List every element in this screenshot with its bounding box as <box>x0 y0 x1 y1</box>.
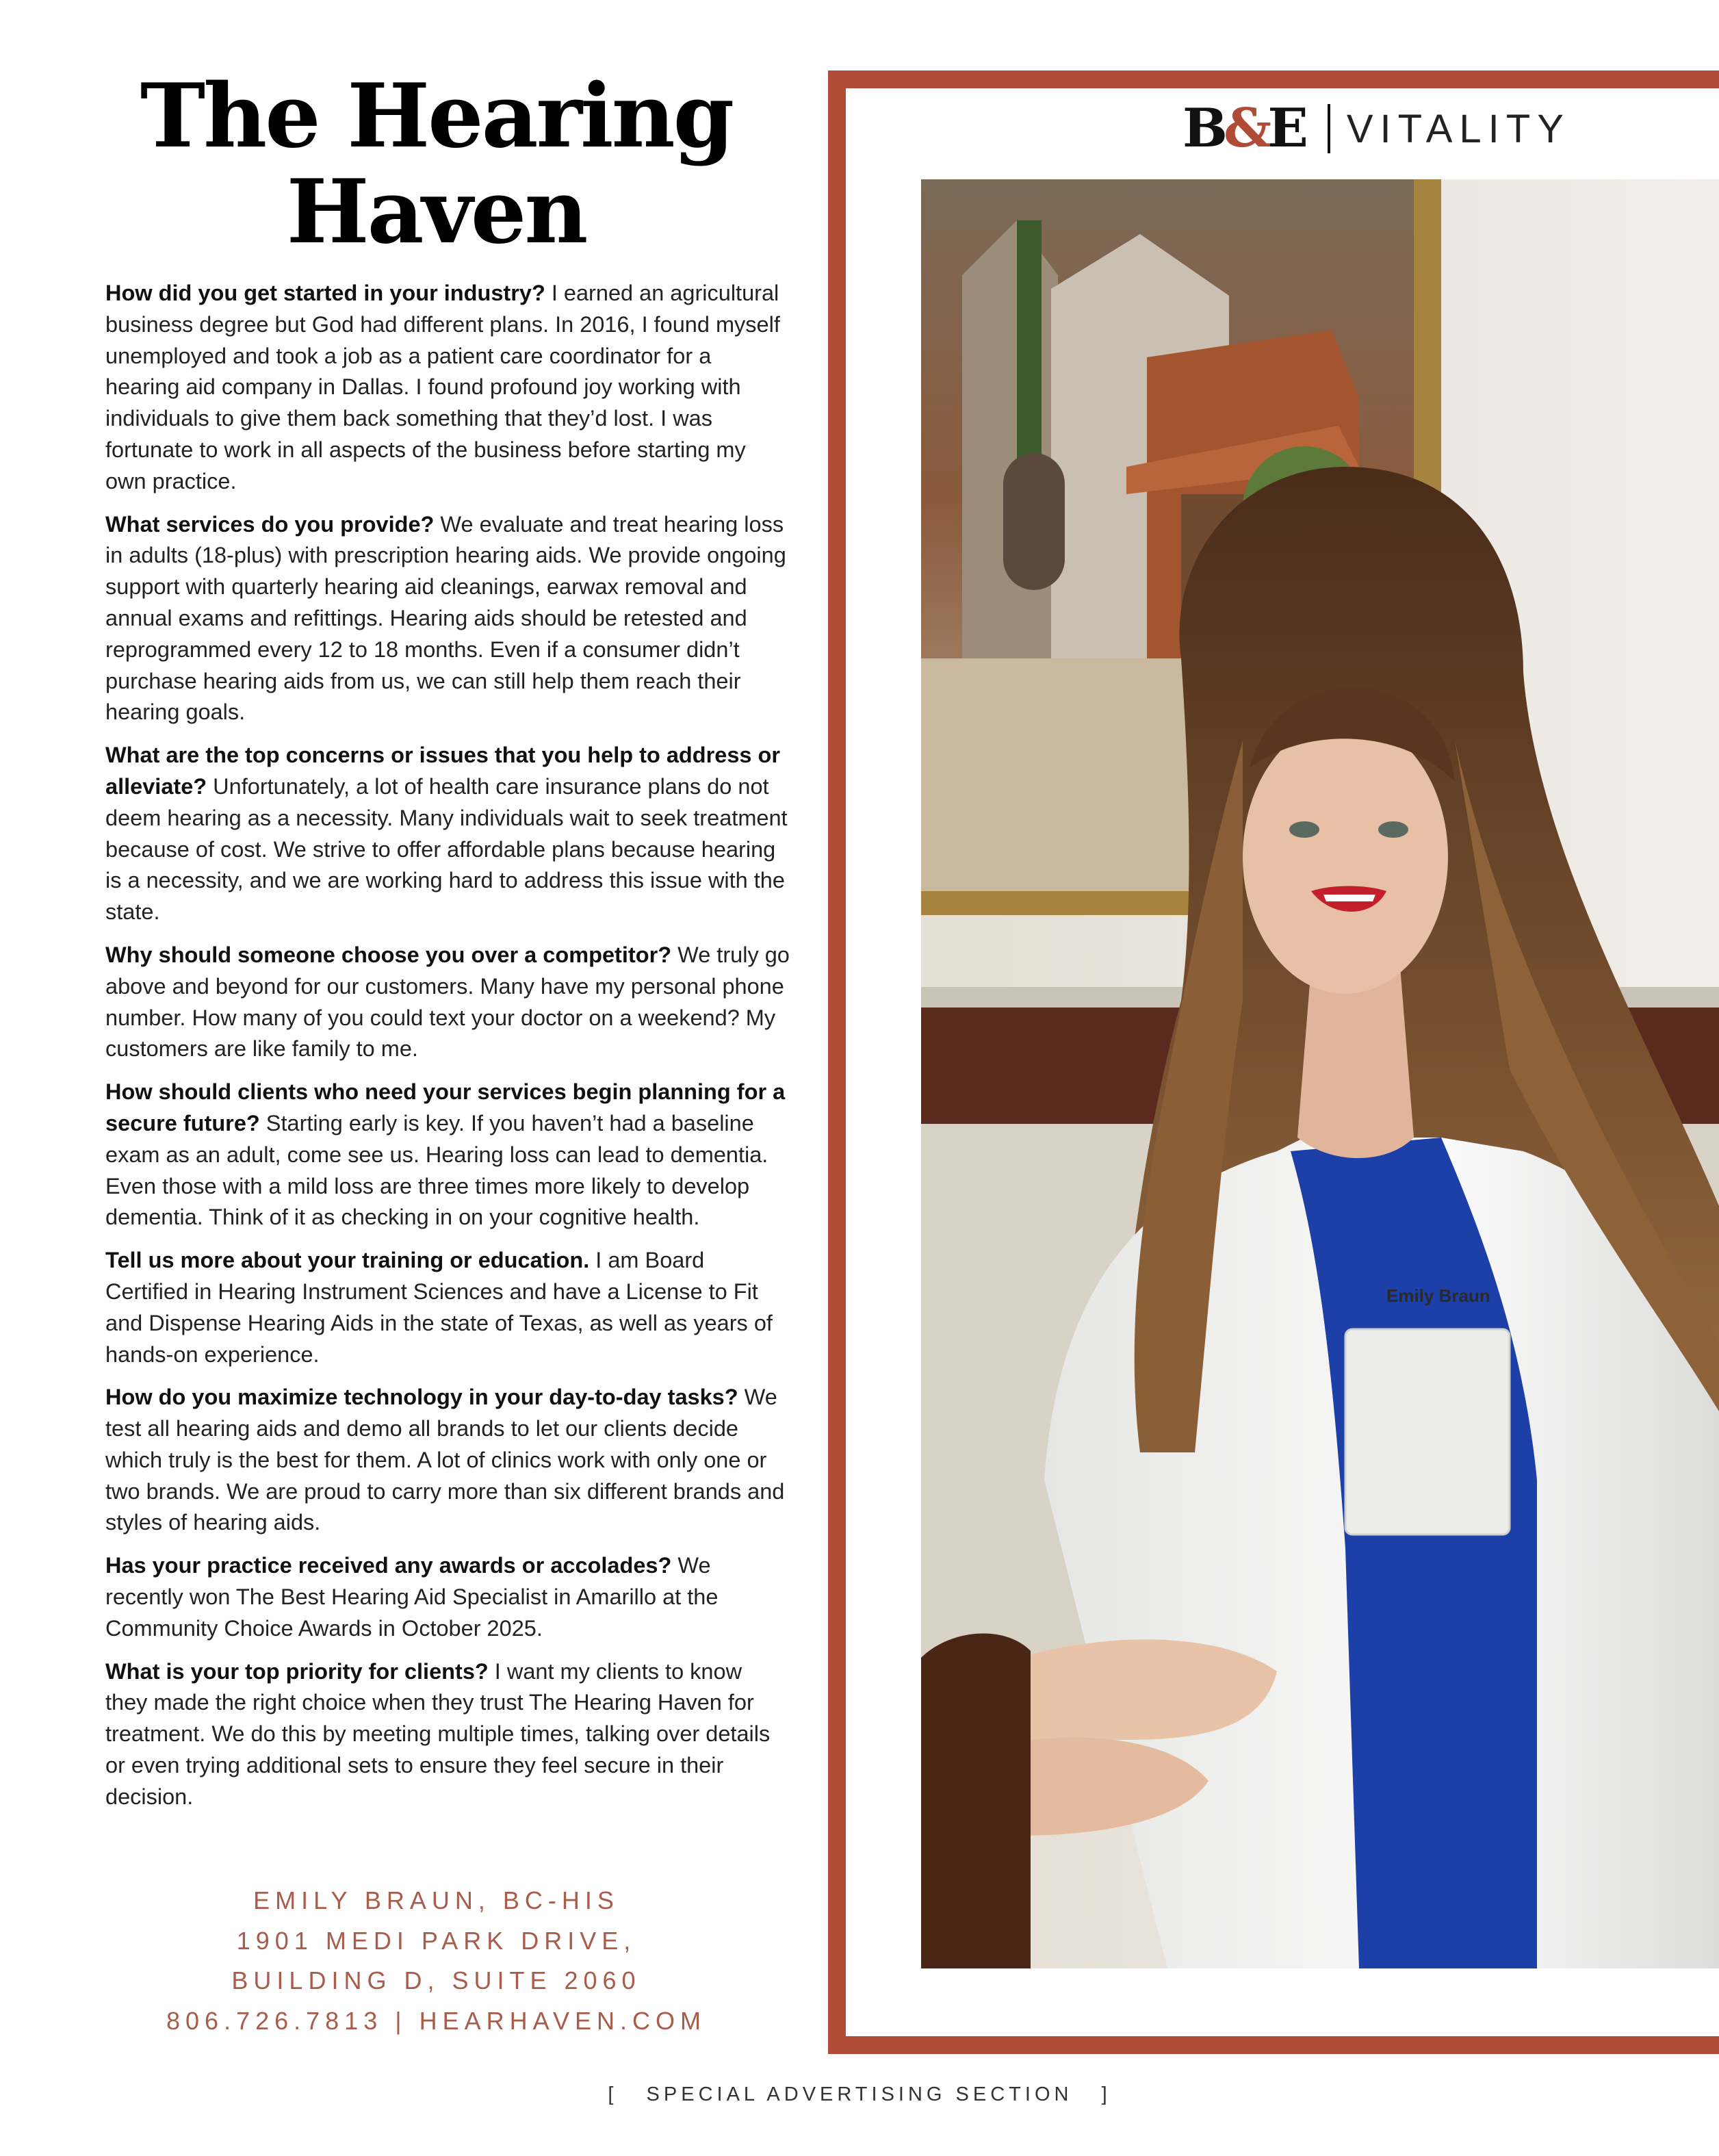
qa-answer: Unfortunately, a lot of health care insurance plans do not deem hearing as a necessity. Many individuals wait to seek treatment because of cost. We strive to offer affordable plans because hearing is a necessity, and we are working hard to address this issue with the state. <box>105 773 788 925</box>
qa-answer: I earned an agricultural business degree but God had different plans. In 2016, I found myself unemployed and took a job as a patient care coordinator for a hearing aid company in Dallas. I found profound joy working with individuals to give them back something that they’d lost. I was fortunate to work in all aspects of the business before starting my own practice. <box>105 281 780 493</box>
qa-answer: We evaluate and treat hearing loss in adults (18-plus) with prescription hearing aids. We provide ongoing support with quarterly hearing aid cleanings, earwax removal and annual exams and refittings. Hearing aids should be retested and reprogrammed every 12 to 18 months. Even if a consumer didn’t purchase hearing aids from us, we can still help them reach their hearing goals. <box>105 511 786 725</box>
qa-item <box>105 1656 790 1813</box>
qa-question: How do you maximize technology in your day-to-day tasks? <box>105 1385 738 1410</box>
qa-item <box>105 940 790 1065</box>
qa-answer: We truly go above and beyond for our customers. Many have my personal phone number. How many of you could text your doctor on a weekend? My customers are like family to me. <box>105 942 790 1062</box>
qa-answer: Starting early is key. If you haven’t had a baseline exam as an adult, come see us. Hearing loss can lead to dementia. Even those with a mild loss are three times more likely to develop dementia. Think of it as checking in on your cognitive health. <box>105 1110 768 1230</box>
contact-address-line-2: BUILDING D, SUITE 2060 <box>231 1966 641 1994</box>
qa-answer: We recently won The Best Hearing Aid Specialist in Amarillo at the Community Choice Awards in October 2025. <box>105 1553 719 1641</box>
qa-answer: We test all hearing aids and demo all brands to let our clients decide which truly is the best for them. A lot of clinics work with only one or two brands. We are proud to carry more than six different brands and styles of hearing aids. <box>105 1385 785 1535</box>
logo-section-name: VITALITY <box>1346 106 1571 151</box>
qa-item <box>105 1245 790 1370</box>
logo-letter-b: B <box>1182 97 1228 159</box>
coat-name-embroidery: Emily Braun <box>1386 1285 1490 1306</box>
qa-question: How should clients who need your services begin planning for a secure future? <box>105 1079 786 1135</box>
qa-item <box>105 740 790 928</box>
qa-answer: I want my clients to know they made the right choice when they trust The Hearing Haven for treatment. We do this by meeting multiple times, talking over details or even trying additional sets to ensure they feel secure in their decision. <box>105 1658 771 1809</box>
qa-item <box>105 278 790 498</box>
article-body <box>105 278 790 1825</box>
logo-divider <box>1328 104 1330 153</box>
qa-question: What are the top concerns or issues that you help to address or alleviate? <box>105 743 781 799</box>
qa-question: Tell us more about your training or education. <box>105 1248 590 1273</box>
qa-answer: I am Board Certified in Hearing Instrument Sciences and have a License to Fit and Dispense Hearing Aids in the state of Texas, as well as years of hands-on experience. <box>105 1248 773 1367</box>
qa-question: Has your practice received any awards or accolades? <box>105 1553 672 1578</box>
contact-name: EMILY BRAUN, BC-HIS <box>253 1886 619 1914</box>
contact-phone-website: 806.726.7813 | HEARHAVEN.COM <box>166 2006 706 2035</box>
logo-ampersand: & <box>1223 97 1272 159</box>
qa-item <box>105 1382 790 1539</box>
portrait-photo <box>921 179 1719 1968</box>
qa-item <box>105 1077 790 1233</box>
qa-item <box>105 1550 790 1644</box>
qa-item <box>105 509 790 729</box>
qa-question: What is your top priority for clients? <box>105 1658 489 1684</box>
contact-block <box>103 1881 770 2041</box>
qa-question: How did you get started in your industry? <box>105 281 545 305</box>
title-line-2: Haven <box>286 161 586 264</box>
section-logo <box>1182 97 1571 159</box>
contact-address-line-1: 1901 MEDI PARK DRIVE, <box>236 1926 636 1955</box>
footer-section-label: [ SPECIAL ADVERTISING SECTION ] <box>608 2083 1111 2105</box>
title-line-1: The Hearing <box>140 65 733 168</box>
qa-question: What services do you provide? <box>105 511 435 537</box>
article-title <box>103 65 770 264</box>
qa-question: Why should someone choose you over a competitor? <box>105 942 672 967</box>
logo-letter-e: E <box>1267 97 1308 159</box>
